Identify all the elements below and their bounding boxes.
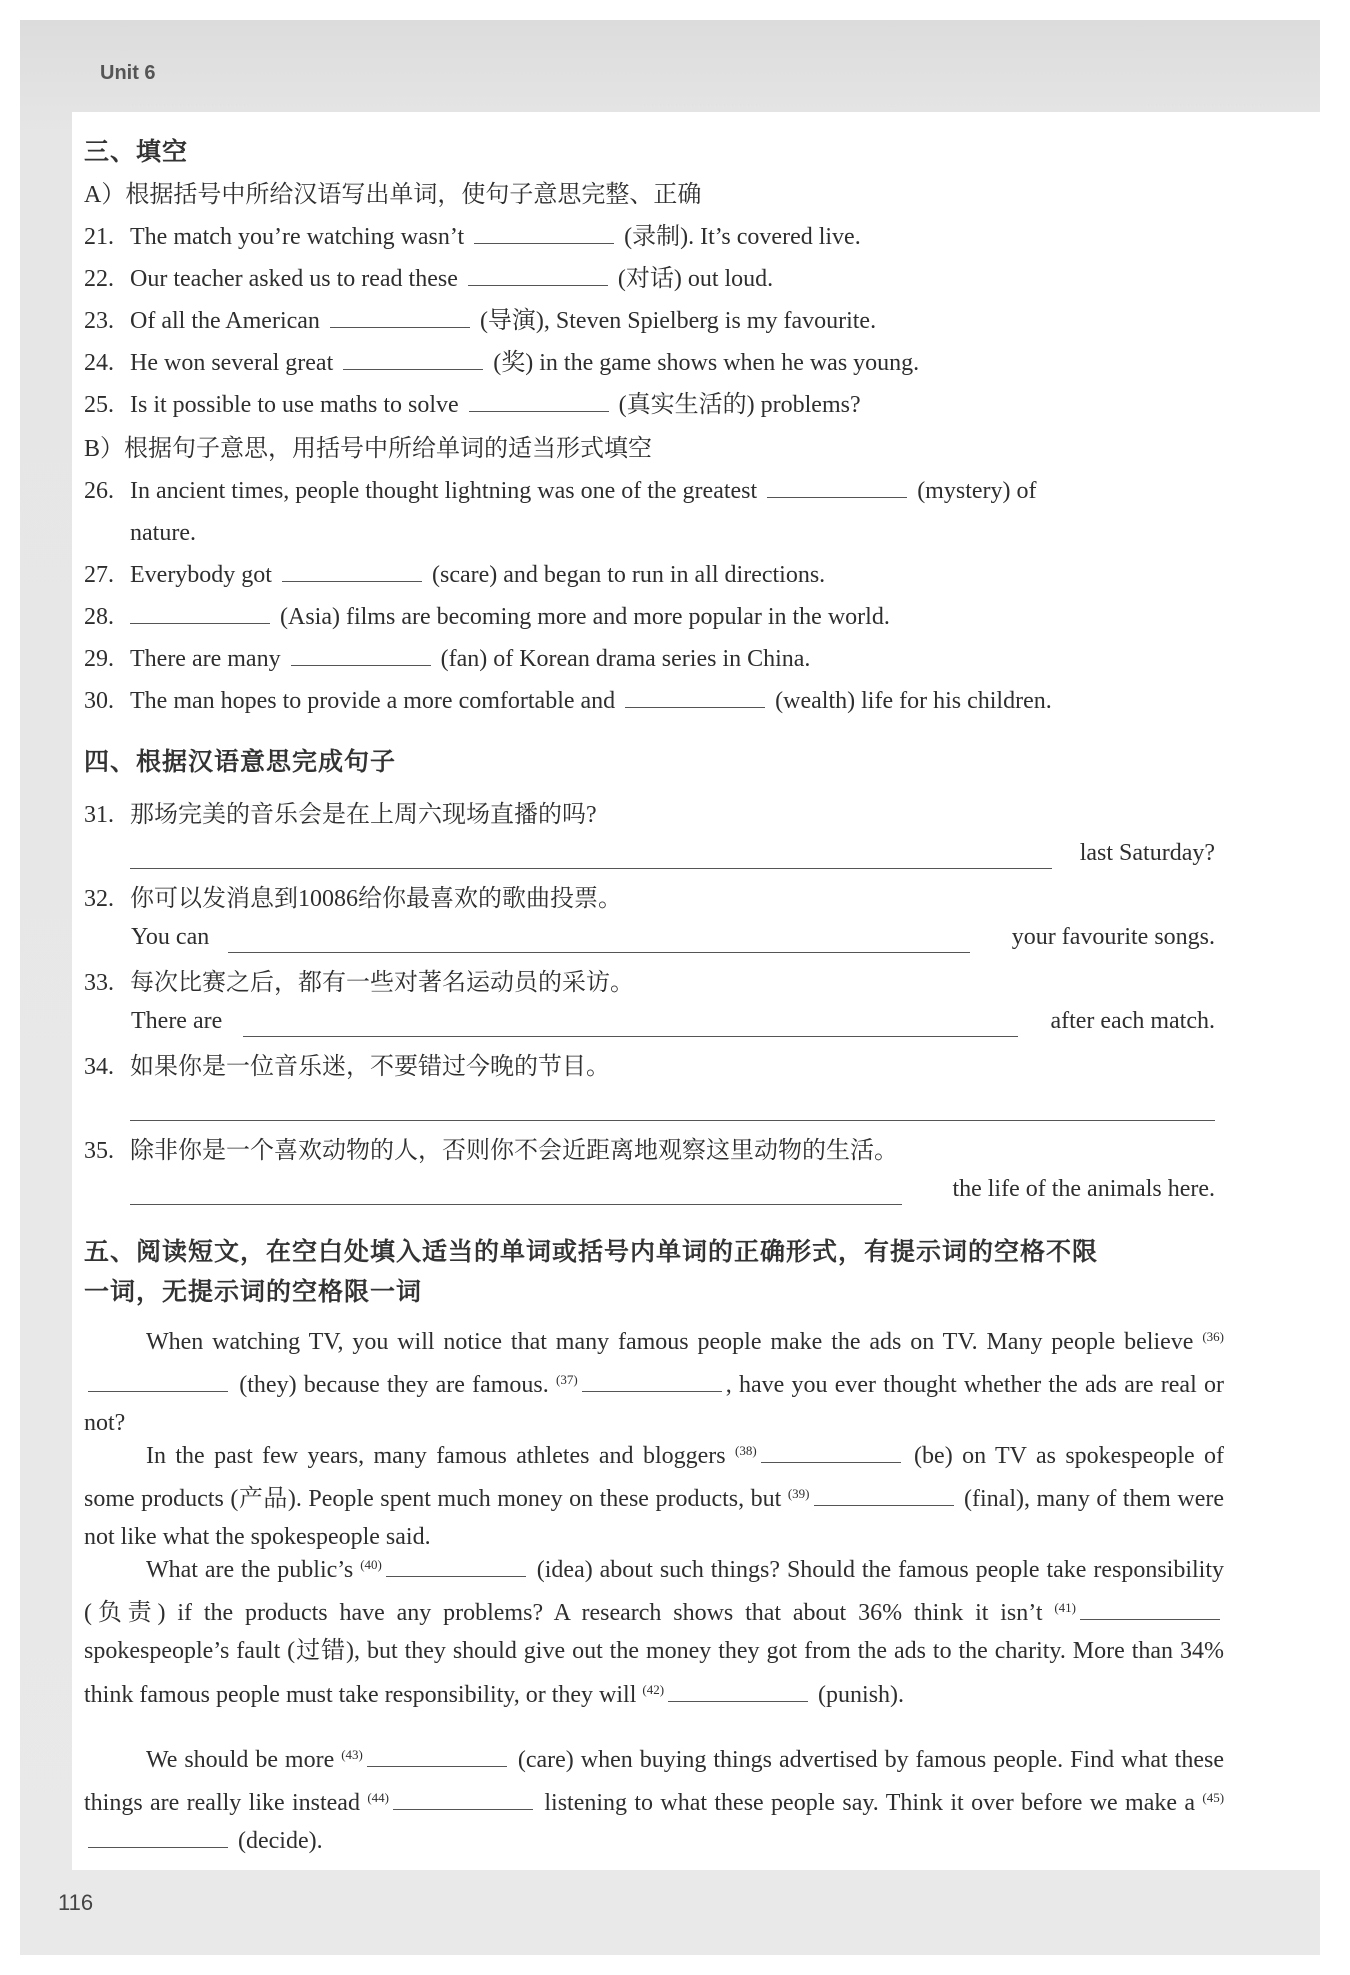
- question-24: [84, 346, 1224, 380]
- question-26: [84, 474, 1224, 508]
- question-31: [84, 798, 1224, 832]
- blank-number-40: (40): [360, 1557, 382, 1572]
- passage-text: (be) on TV as spokespeople of some products (产品). People spent much money on these products, but: [84, 1443, 1225, 1513]
- answer-blank-36[interactable]: [88, 1371, 228, 1392]
- section-3-title: 三、填空: [84, 137, 189, 166]
- answer-blank[interactable]: [469, 391, 609, 412]
- question-number: 29.: [84, 646, 114, 672]
- question-number: 33.: [84, 970, 114, 996]
- passage-text: We should be more: [146, 1747, 335, 1773]
- answer-blank[interactable]: [330, 307, 470, 328]
- question-text-post: (对话) out loud.: [617, 266, 774, 292]
- answer-blank[interactable]: [130, 603, 270, 624]
- answer-blank-44[interactable]: [393, 1789, 533, 1810]
- answer-blank-38[interactable]: [761, 1442, 901, 1463]
- blank-number-37: (37): [556, 1372, 578, 1388]
- question-number: 26.: [84, 478, 114, 504]
- answer-blank[interactable]: [291, 645, 431, 666]
- question-number: 24.: [84, 350, 114, 376]
- question-text: Of all the American: [130, 308, 320, 334]
- question-22: [84, 262, 1224, 296]
- passage-text: In the past few years, many famous athletes and bloggers: [146, 1443, 726, 1469]
- blank-number-44: (44): [367, 1790, 389, 1806]
- passage-text: What are the public’s: [146, 1557, 354, 1583]
- section-5-title-line-1: 五、阅读短文，在空白处填入适当的单词或括号内单词的正确形式，有提示词的空格不限: [84, 1237, 1099, 1266]
- question-27: [84, 558, 1224, 592]
- answer-blank-40[interactable]: [386, 1556, 526, 1577]
- passage-text: spokespeople’s fault (过错), but they should give out the money they got from the ads to the charity. More than 34% think famous people must take responsibility, or they will: [84, 1638, 1224, 1708]
- question-text: Is it possible to use maths to solve: [130, 392, 459, 418]
- blank-number-39: (39): [787, 1486, 810, 1502]
- passage-paragraph-4: [84, 1736, 1224, 1861]
- question-32: [84, 882, 1224, 916]
- answer-blank[interactable]: [625, 687, 765, 708]
- answer-line-34[interactable]: [130, 1120, 1215, 1121]
- question-number: 27.: [84, 562, 114, 588]
- question-29: [84, 642, 1224, 676]
- question-34: [84, 1050, 1224, 1084]
- question-35: [84, 1134, 1224, 1168]
- passage-paragraph-1: [84, 1318, 1224, 1443]
- question-number: 32.: [84, 886, 114, 912]
- answer-blank[interactable]: [474, 223, 614, 244]
- question-number: 30.: [84, 688, 114, 714]
- question-number: 28.: [84, 604, 114, 630]
- question-text-post: (scare) and began to run in all directions.: [431, 562, 826, 588]
- question-text: In ancient times, people thought lightning was one of the greatest: [130, 478, 758, 504]
- sentence-start-32: You can: [131, 924, 210, 950]
- section-4-title: 四、根据汉语意思完成句子: [84, 747, 397, 776]
- answer-blank[interactable]: [282, 561, 422, 582]
- question-text: He won several great: [130, 350, 334, 376]
- sentence-end-33: after each match.: [1050, 1008, 1215, 1034]
- chinese-prompt: 每次比赛之后，都有一些对著名运动员的采访。: [130, 970, 634, 996]
- blank-number-41: (41): [1054, 1600, 1076, 1616]
- passage-paragraph-2: [84, 1432, 1224, 1557]
- answer-blank-39[interactable]: [814, 1485, 954, 1506]
- answer-blank-45[interactable]: [88, 1827, 228, 1848]
- part-a-instruction: A）根据括号中所给汉语写出单词，使句子意思完整、正确: [84, 182, 702, 208]
- passage-text: (they) because they are famous.: [239, 1372, 549, 1399]
- passage-text: (care) when buying things advertised by famous people. Find what these things are really like instead: [84, 1747, 1224, 1817]
- question-text: The man hopes to provide a more comfortable and: [130, 688, 616, 714]
- question-text-post: (导演), Steven Spielberg is my favourite.: [479, 308, 877, 334]
- sentence-end-31: last Saturday?: [1079, 840, 1215, 866]
- page-number: 116: [58, 1890, 94, 1915]
- blank-number-45: (45): [1202, 1790, 1225, 1806]
- answer-blank[interactable]: [767, 477, 907, 498]
- question-33: [84, 966, 1224, 1000]
- question-28: [84, 600, 1224, 634]
- sentence-start-33: There are: [131, 1008, 223, 1034]
- blank-number-38: (38): [734, 1443, 757, 1458]
- header-band: [20, 20, 1320, 110]
- question-text: Everybody got: [130, 562, 272, 588]
- question-text-post: (wealth) life for his children.: [775, 688, 1052, 714]
- passage-paragraph-3: [84, 1546, 1224, 1714]
- question-23: [84, 304, 1224, 338]
- question-text-post: (真实生活的) problems?: [618, 392, 861, 418]
- chinese-prompt: 如果你是一位音乐迷，不要错过今晚的节目。: [130, 1054, 610, 1080]
- passage-text: listening to what these people say. Think it over before we make a: [544, 1790, 1196, 1817]
- passage-text: (final), many of them were not like what the spokespeople said.: [84, 1486, 1225, 1551]
- question-text: Our teacher asked us to read these: [130, 266, 458, 292]
- chinese-prompt: 除非你是一个喜欢动物的人，否则你不会近距离地观察这里动物的生活。: [130, 1138, 898, 1164]
- answer-line-33[interactable]: [243, 1036, 1018, 1037]
- blank-number-42: (42): [642, 1681, 665, 1697]
- question-text-post: (mystery) of: [917, 478, 1037, 504]
- blank-number-43: (43): [341, 1747, 363, 1762]
- chinese-prompt: 你可以发消息到10086给你最喜欢的歌曲投票。: [130, 886, 622, 912]
- question-number: 34.: [84, 1054, 114, 1080]
- question-text-post: (录制). It’s covered live.: [624, 224, 861, 250]
- part-b-instruction: B）根据句子意思，用括号中所给单词的适当形式填空: [84, 436, 653, 462]
- answer-blank[interactable]: [468, 265, 608, 286]
- passage-text: When watching TV, you will notice that many famous people make the ads on TV. Many people believe: [146, 1329, 1194, 1355]
- answer-line-35[interactable]: [130, 1204, 902, 1205]
- question-30: [84, 684, 1224, 718]
- question-number: 22.: [84, 266, 114, 292]
- passage-text: (decide).: [238, 1828, 323, 1855]
- answer-blank-43[interactable]: [367, 1746, 507, 1767]
- question-number: 25.: [84, 392, 114, 418]
- chinese-prompt: 那场完美的音乐会是在上周六现场直播的吗?: [130, 802, 597, 828]
- question-text: The match you’re watching wasn’t: [130, 224, 465, 250]
- question-text: There are many: [130, 646, 281, 672]
- question-25: [84, 388, 1224, 422]
- question-26-continued: nature.: [130, 520, 196, 546]
- answer-line-31[interactable]: [130, 868, 1052, 869]
- answer-blank[interactable]: [343, 349, 483, 370]
- question-text-post: (fan) of Korean drama series in China.: [440, 646, 811, 672]
- question-number: 23.: [84, 308, 114, 334]
- question-number: 21.: [84, 224, 114, 250]
- answer-blank-42[interactable]: [668, 1681, 808, 1702]
- question-number: 31.: [84, 802, 114, 828]
- blank-number-36: (36): [1202, 1329, 1224, 1344]
- question-text-post: (奖) in the game shows when he was young.: [493, 350, 920, 376]
- question-21: [84, 220, 1224, 254]
- question-text-post: (Asia) films are becoming more and more popular in the world.: [280, 604, 890, 630]
- question-number: 35.: [84, 1138, 114, 1164]
- section-5-title-line-2: 一词，无提示词的空格限一词: [84, 1277, 423, 1306]
- passage-text: , have you ever thought whether the ads are real or not?: [84, 1372, 1224, 1437]
- answer-blank-41[interactable]: [1080, 1599, 1220, 1620]
- sentence-end-32: your favourite songs.: [1011, 924, 1215, 950]
- answer-blank-37[interactable]: [582, 1371, 722, 1392]
- passage-text: (punish).: [818, 1681, 905, 1708]
- sentence-end-35: the life of the animals here.: [952, 1176, 1215, 1202]
- passage-text: (idea) about such things? Should the famous people take responsibility (负责) if the products have any problems? A research shows that about 36% think it isn’t: [84, 1557, 1225, 1627]
- unit-label: Unit 6: [100, 62, 156, 84]
- answer-line-32[interactable]: [228, 952, 970, 953]
